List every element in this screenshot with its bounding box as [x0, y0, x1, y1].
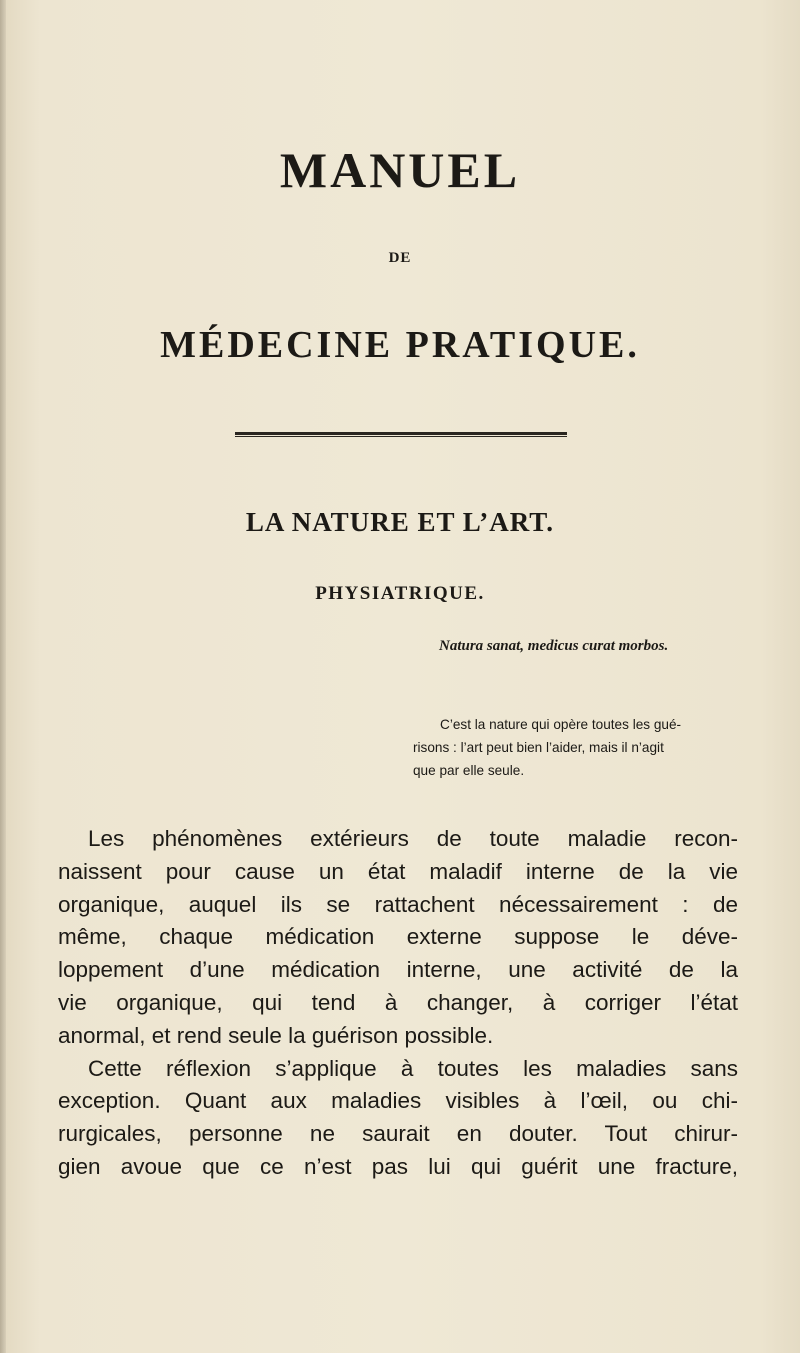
text-line: loppement d’une médication interne, une activité de la	[58, 957, 738, 983]
text-line: organique, auquel ils se rattachent nécessairement : de	[58, 891, 738, 917]
text-line: gien avoue que ce n’est pas lui qui guérit une fracture,	[58, 1153, 738, 1179]
page-binding-edge	[0, 0, 6, 1353]
title-divider-rule	[235, 432, 567, 437]
text-line: Les phénomènes extérieurs de toute maladie recon-	[88, 826, 738, 851]
section-title: LA NATURE ET L’ART.	[245, 507, 555, 537]
quote-line: que par elle seule.	[413, 763, 525, 778]
quote-line: risons : l’art peut bien l’aider, mais il n’agit	[413, 740, 664, 755]
body-paragraphs	[58, 823, 738, 1184]
text-line: Cette réflexion s’applique à toutes les maladies sans	[88, 1055, 738, 1081]
text-line: anormal, et rend seule la guérison possible.	[58, 1022, 494, 1048]
book-title: MANUEL	[279, 142, 521, 198]
latin-epigraph: Natura sanat, medicus curat morbos.	[439, 638, 669, 654]
text-line: vie organique, qui tend à changer, à corriger l’état	[58, 989, 738, 1015]
book-subtitle: MÉDECINE PRATIQUE.	[160, 324, 640, 366]
text-line: même, chaque médication externe suppose le déve-	[58, 924, 738, 950]
title-connector: DE	[388, 250, 412, 266]
section-subtitle: PHYSIATRIQUE.	[315, 583, 485, 604]
quote-line: C’est la nature qui opère toutes les gué-	[440, 717, 682, 732]
text-line: exception. Quant aux maladies visibles à l’œil, ou chi-	[58, 1088, 738, 1114]
text-line: rurgicales, personne ne saurait en douter. Tout chirur-	[58, 1121, 738, 1147]
text-line: naissent pour cause un état maladif interne de la vie	[58, 858, 738, 884]
epigraph-translation	[413, 713, 743, 782]
